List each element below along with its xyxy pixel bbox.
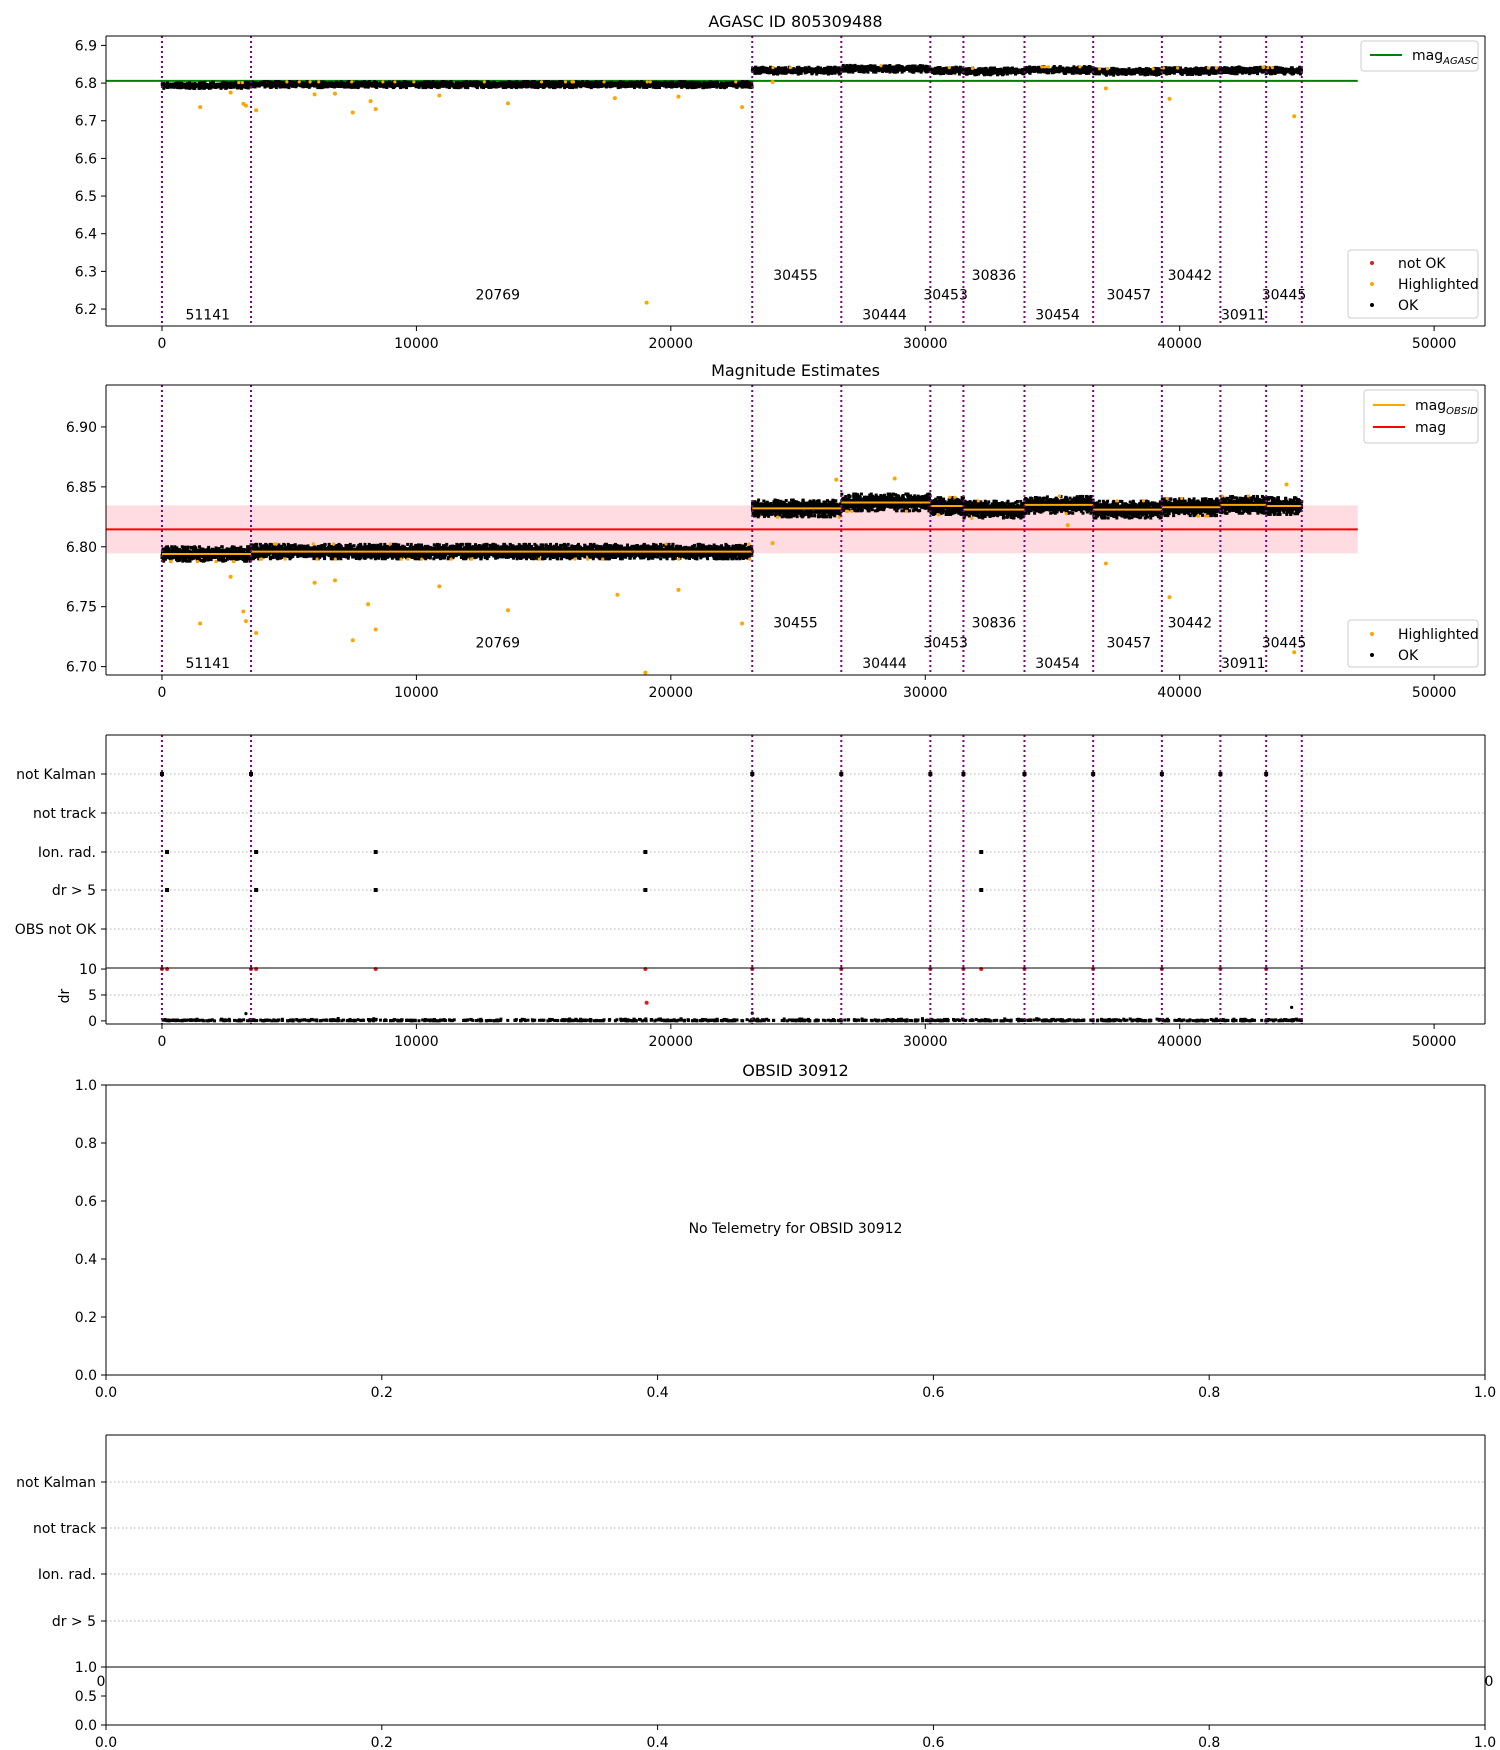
agasc-panel-ok-point (200, 82, 203, 85)
agasc-panel-ok-point (898, 64, 901, 67)
agasc-panel-ok-point (942, 67, 945, 70)
agasc-panel-ok-point (773, 71, 776, 74)
agasc-panel-ok-point (188, 82, 191, 85)
agasc-panel-ok-point (1061, 68, 1064, 71)
agasc-panel-ok-point (302, 82, 305, 85)
agasc-panel-ok-point (663, 84, 666, 87)
agasc-panel-ok-point (648, 85, 651, 88)
agasc-panel-ok-point (1125, 71, 1128, 74)
agasc-panel-ok-point (507, 84, 510, 87)
agasc-panel-ok-point (1028, 70, 1031, 73)
agasc-panel-ok-point (941, 70, 944, 73)
agasc-panel-ok-point (610, 84, 613, 87)
agasc-panel-ok-point (1079, 71, 1082, 74)
agasc-panel-ok-point (1034, 69, 1037, 72)
agasc-panel-ok-point (402, 84, 405, 87)
agasc-panel-ok-point (837, 68, 840, 71)
agasc-panel-ok-point (254, 83, 257, 86)
agasc-panel-ok-point (706, 84, 709, 87)
agasc-panel-ok-point (388, 83, 391, 86)
agasc-panel-ok-point (195, 84, 198, 87)
agasc-panel-ok-point (232, 83, 235, 86)
agasc-panel-ok-point (741, 85, 744, 88)
agasc-panel-ok-point (353, 82, 356, 85)
agasc-panel-ok-point (857, 66, 860, 69)
agasc-panel-ok-point (564, 84, 567, 87)
agasc-panel-ok-point (454, 83, 457, 86)
agasc-panel-ok-point (422, 84, 425, 87)
agasc-panel-ok-point (218, 85, 221, 88)
agasc-panel-ok-point (532, 81, 535, 84)
agasc-panel-ok-point (991, 71, 994, 74)
agasc-panel-ok-point (984, 70, 987, 73)
agasc-panel-ok-point (203, 85, 206, 88)
agasc-panel-ok-point (876, 66, 879, 69)
agasc-panel-ok-point (1150, 71, 1153, 74)
agasc-panel-ok-point (1113, 68, 1116, 71)
agasc-panel-ok-point (343, 86, 346, 89)
agasc-panel-ok-point (540, 85, 543, 88)
agasc-panel-ok-point (574, 83, 577, 86)
agasc-panel-ok-point (1009, 70, 1012, 73)
agasc-panel-ok-point (758, 69, 761, 72)
agasc-panel-ok-point (865, 68, 868, 71)
agasc-panel-ok-point (472, 83, 475, 86)
agasc-panel-ok-point (370, 82, 373, 85)
agasc-panel-ok-point (917, 69, 920, 72)
agasc-panel-ok-point (1046, 68, 1049, 71)
agasc-panel-ok-point (322, 82, 325, 85)
agasc-panel-ok-point (1057, 70, 1060, 73)
agasc-panel-ok-point (886, 67, 889, 70)
agasc-panel-ok-point (635, 83, 638, 86)
agasc-panel-ok-point (872, 71, 875, 74)
agasc-panel-ok-point (1048, 68, 1051, 71)
agasc-panel-ok-point (331, 84, 334, 87)
agasc-panel-ok-point (668, 82, 671, 85)
agasc-panel-ok-point (1075, 70, 1078, 73)
agasc-panel-ok-point (452, 85, 455, 88)
agasc-panel-ok-point (717, 84, 720, 87)
agasc-panel-ok-point (958, 67, 961, 70)
agasc-panel-ok-point (1070, 70, 1073, 73)
agasc-panel-ok-point (770, 70, 773, 73)
agasc-panel-ok-point (440, 85, 443, 88)
agasc-panel-ok-point (892, 68, 895, 71)
agasc-panel-ok-point (193, 87, 196, 90)
agasc-panel-ok-point (586, 80, 589, 83)
agasc-panel-ok-point (185, 86, 188, 89)
agasc-panel-ok-point (1139, 72, 1142, 75)
agasc-panel-ok-point (292, 83, 295, 86)
agasc-panel-ok-point (833, 72, 836, 75)
agasc-panel-ok-point (594, 81, 597, 84)
agasc-panel-ok-point (869, 64, 872, 67)
agasc-panel-ok-point (535, 84, 538, 87)
agasc-panel-ok-point (347, 85, 350, 88)
agasc-panel-ok-point (1132, 70, 1135, 73)
agasc-panel-ok-point (925, 70, 928, 73)
agasc-panel-ok-point (526, 80, 529, 83)
agasc-panel-ok-point (925, 65, 928, 68)
agasc-panel-ok-point (790, 70, 793, 73)
agasc-panel-ok-point (550, 82, 553, 85)
agasc-panel-ok-point (482, 85, 485, 88)
agasc-panel-ok-point (889, 69, 892, 72)
agasc-panel-ok-point (246, 85, 249, 88)
agasc-panel-ok-point (461, 82, 464, 85)
agasc-panel-ok-point (173, 86, 176, 89)
agasc-panel-ok-point (1005, 70, 1008, 73)
agasc-panel-ok-point (1003, 67, 1006, 70)
agasc-panel-ok-point (619, 82, 622, 85)
agasc-panel-ok-point (691, 84, 694, 87)
agasc-panel-ok-point (980, 71, 983, 74)
agasc-panel-ok-point (510, 86, 513, 89)
agasc-panel-ok-point (352, 85, 355, 88)
agasc-panel-ok-point (581, 80, 584, 83)
agasc-panel-ok-point (497, 85, 500, 88)
agasc-panel-ok-point (270, 82, 273, 85)
agasc-panel-ok-point (262, 83, 265, 86)
agasc-panel-ok-point (319, 84, 322, 87)
agasc-panel-ok-point (1155, 69, 1158, 72)
agasc-panel-ok-point (680, 83, 683, 86)
agasc-panel-ok-point (816, 70, 819, 73)
agasc-panel-ok-point (869, 67, 872, 70)
agasc-panel-ok-point (847, 68, 850, 71)
agasc-panel-ok-point (614, 83, 617, 86)
agasc-panel-ok-point (741, 80, 744, 83)
agasc-panel-ok-point (266, 80, 269, 83)
agasc-panel-ok-point (1147, 69, 1150, 72)
agasc-panel-ok-point (181, 83, 184, 86)
agasc-panel-ok-point (455, 86, 458, 89)
agasc-panel-ok-point (554, 84, 557, 87)
agasc-panel-ok-point (955, 66, 958, 69)
agasc-panel-ok-point (395, 84, 398, 87)
agasc-panel-ok-point (448, 83, 451, 86)
agasc-panel-ok-point (442, 80, 445, 83)
agasc-panel-ok-point (267, 84, 270, 87)
agasc-panel-ok-point (173, 83, 176, 86)
agasc-panel-ok-point (749, 84, 752, 87)
agasc-panel-ok-point (918, 66, 921, 69)
agasc-panel-ok-point (623, 82, 626, 85)
agasc-panel-ok-point (522, 82, 525, 85)
agasc-panel-ok-point (862, 66, 865, 69)
agasc-panel-ok-point (848, 65, 851, 68)
agasc-panel-ok-point (239, 86, 242, 89)
agasc-panel-ok-point (607, 82, 610, 85)
agasc-panel-ok-point (337, 83, 340, 86)
agasc-panel-ok-point (277, 83, 280, 86)
agasc-panel-ok-point (724, 84, 727, 87)
agasc-panel-ok-point (852, 67, 855, 70)
agasc-panel-ok-point (696, 84, 699, 87)
agasc-panel-ok-point (939, 72, 942, 75)
agasc-panel-ok-point (209, 87, 212, 90)
agasc-panel-ok-point (358, 83, 361, 86)
agasc-panel-ok-point (458, 84, 461, 87)
agasc-panel-ok-point (1039, 68, 1042, 71)
agasc-panel-ok-point (784, 72, 787, 75)
agasc-panel-ok-point (831, 68, 834, 71)
agasc-panel-ok-point (530, 86, 533, 89)
agasc-panel-ok-point (257, 82, 260, 85)
agasc-panel-ok-point (270, 85, 273, 88)
agasc-panel-ok-point (164, 83, 167, 86)
agasc-panel-ok-point (368, 82, 371, 85)
agasc-panel-ok-point (866, 65, 869, 68)
agasc-panel-ok-point (288, 82, 291, 85)
agasc-panel-ok-point (797, 69, 800, 72)
agasc-panel-ok-point (939, 66, 942, 69)
agasc-panel-ok-point (557, 84, 560, 87)
agasc-panel-title: AGASC ID 805309488 (708, 12, 883, 31)
agasc-panel-ok-point (356, 82, 359, 85)
agasc-panel-ok-point (501, 84, 504, 87)
agasc-panel-ok-point (845, 67, 848, 70)
agasc-panel-ok-point (809, 69, 812, 72)
agasc-panel-ok-point (922, 66, 925, 69)
agasc-panel-ok-point (645, 85, 648, 88)
agasc-panel-ok-point (344, 82, 347, 85)
agasc-panel-ok-point (489, 84, 492, 87)
agasc-panel-ok-point (543, 84, 546, 87)
agasc-panel-ok-point (992, 67, 995, 70)
agasc-panel-ok-point (764, 70, 767, 73)
agasc-panel-ok-point (1029, 66, 1032, 69)
agasc-panel-ok-point (434, 83, 437, 86)
agasc-panel-ok-point (630, 85, 633, 88)
agasc-panel-ok-point (997, 72, 1000, 75)
agasc-panel-ok-point (327, 82, 330, 85)
agasc-panel-ok-point (445, 80, 448, 83)
agasc-panel-ok-point (703, 85, 706, 88)
agasc-panel-ok-point (177, 84, 180, 87)
agasc-panel-ok-point (497, 83, 500, 86)
agasc-panel-ok-point (373, 84, 376, 87)
agasc-panel-ok-point (592, 84, 595, 87)
agasc-panel-ok-point (169, 83, 172, 86)
agasc-panel-ok-point (658, 81, 661, 84)
agasc-panel-ok-point (199, 85, 202, 88)
agasc-panel-ok-point (883, 66, 886, 69)
agasc-panel-ok-point (713, 83, 716, 86)
agasc-panel-ok-point (222, 84, 225, 87)
agasc-panel-ok-point (952, 70, 955, 73)
agasc-panel-ok-point (688, 83, 691, 86)
agasc-panel-ok-point (1096, 71, 1099, 74)
agasc-panel-ok-point (428, 84, 431, 87)
agasc-panel-ok-point (812, 70, 815, 73)
agasc-panel-ok-point (820, 69, 823, 72)
agasc-panel-ok-point (1018, 69, 1021, 72)
agasc-panel-ok-point (710, 82, 713, 85)
agasc-panel-ok-point (897, 68, 900, 71)
agasc-panel-ok-point (851, 71, 854, 74)
agasc-panel-ok-point (203, 81, 206, 84)
agasc-panel-ok-point (1105, 74, 1108, 77)
agasc-panel-ok-point (586, 85, 589, 88)
agasc-panel-ok-point (341, 82, 344, 85)
agasc-panel-ok-point (720, 85, 723, 88)
agasc-panel-ok-point (560, 80, 563, 83)
agasc-panel-ok-point (313, 84, 316, 87)
agasc-panel-ok-point (936, 72, 939, 75)
agasc-panel-ok-point (888, 64, 891, 67)
agasc-panel-ok-point (476, 86, 479, 89)
agasc-panel-ok-point (973, 72, 976, 75)
agasc-panel-ok-points (161, 64, 1303, 90)
agasc-panel-ok-point (910, 68, 913, 71)
agasc-panel-ok-point (518, 82, 521, 85)
agasc-panel-ok-point (477, 82, 480, 85)
agasc-panel-ok-point (365, 83, 368, 86)
agasc-panel-ok-point (728, 84, 731, 87)
agasc-panel-ok-point (913, 64, 916, 67)
agasc-panel-ok-point (512, 82, 515, 85)
agasc-panel-ok-point (1014, 73, 1017, 76)
agasc-panel-ok-point (207, 84, 210, 87)
agasc-panel-ok-point (1054, 70, 1057, 73)
agasc-panel-ok-point (422, 81, 425, 84)
agasc-panel-ok-point (796, 66, 799, 69)
agasc-panel-ok-point (738, 84, 741, 87)
agasc-panel-ok-point (776, 68, 779, 71)
agasc-panel-ok-point (904, 67, 907, 70)
agasc-panel-ok-point (568, 85, 571, 88)
agasc-panel-ok-point (984, 67, 987, 70)
agasc-panel-ok-point (281, 84, 284, 87)
agasc-panel-ok-point (444, 85, 447, 88)
agasc-panel-ok-point (1143, 68, 1146, 71)
agasc-panel-ok-point (802, 67, 805, 70)
agasc-panel-ok-point (806, 68, 809, 71)
agasc-panel-ok-point (582, 83, 585, 86)
agasc-panel-ok-point (549, 85, 552, 88)
agasc-panel-ok-point (782, 70, 785, 73)
agasc-panel-ok-point (1006, 67, 1009, 70)
agasc-panel-ok-point (191, 84, 194, 87)
agasc-panel-ok-point (219, 82, 222, 85)
agasc-panel-ok-point (641, 84, 644, 87)
agasc-panel-ok-point (546, 82, 549, 85)
agasc-panel-ok-point (977, 72, 980, 75)
agasc-panel-ok-point (987, 69, 990, 72)
agasc-panel-ok-point (1085, 70, 1088, 73)
agasc-panel-ok-point (385, 83, 388, 86)
agasc-panel-ok-point (893, 71, 896, 74)
agasc-panel-ok-point (274, 82, 277, 85)
agasc-panel-ok-point (227, 83, 230, 86)
agasc-panel-ok-point (610, 81, 613, 84)
